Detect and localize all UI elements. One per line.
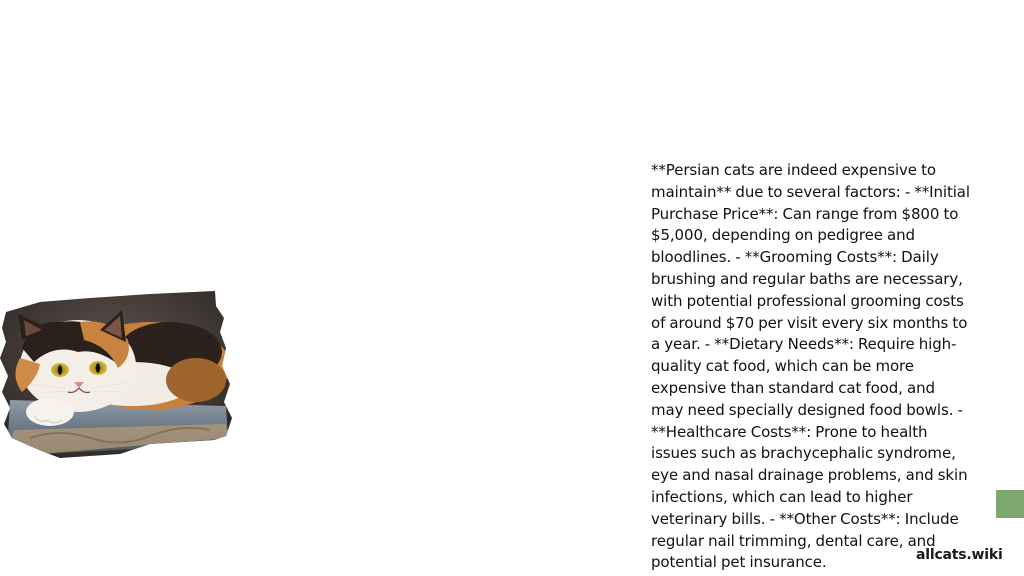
article-text: **Persian cats are indeed expensive to maintain** due to several factors: - **Initial Purchase Price**: Can range from $800 to $5,000, depending on pedigree and bloodlines. - **Grooming Costs**: Daily brushing and regular baths are necessary, with potential professional grooming costs of around $70 per visit every six months to a year. - **Dietary Needs**: Require high-quality cat food, which can be more expensive than standard cat food, and may need specially designed food bowls. - **Healthcare Costs**: Prone to health issues such as brachycephalic syndrome, eye and nasal drainage problems, and skin infections, which can lead to higher veterinary bills. - **Other Costs**: Include regular nail trimming, dental care, and potential pet insurance. <box>651 161 970 572</box>
calico-persian-cat-photo <box>0 288 232 460</box>
site-watermark: allcats.wiki <box>916 547 1003 563</box>
accent-square <box>996 490 1024 518</box>
